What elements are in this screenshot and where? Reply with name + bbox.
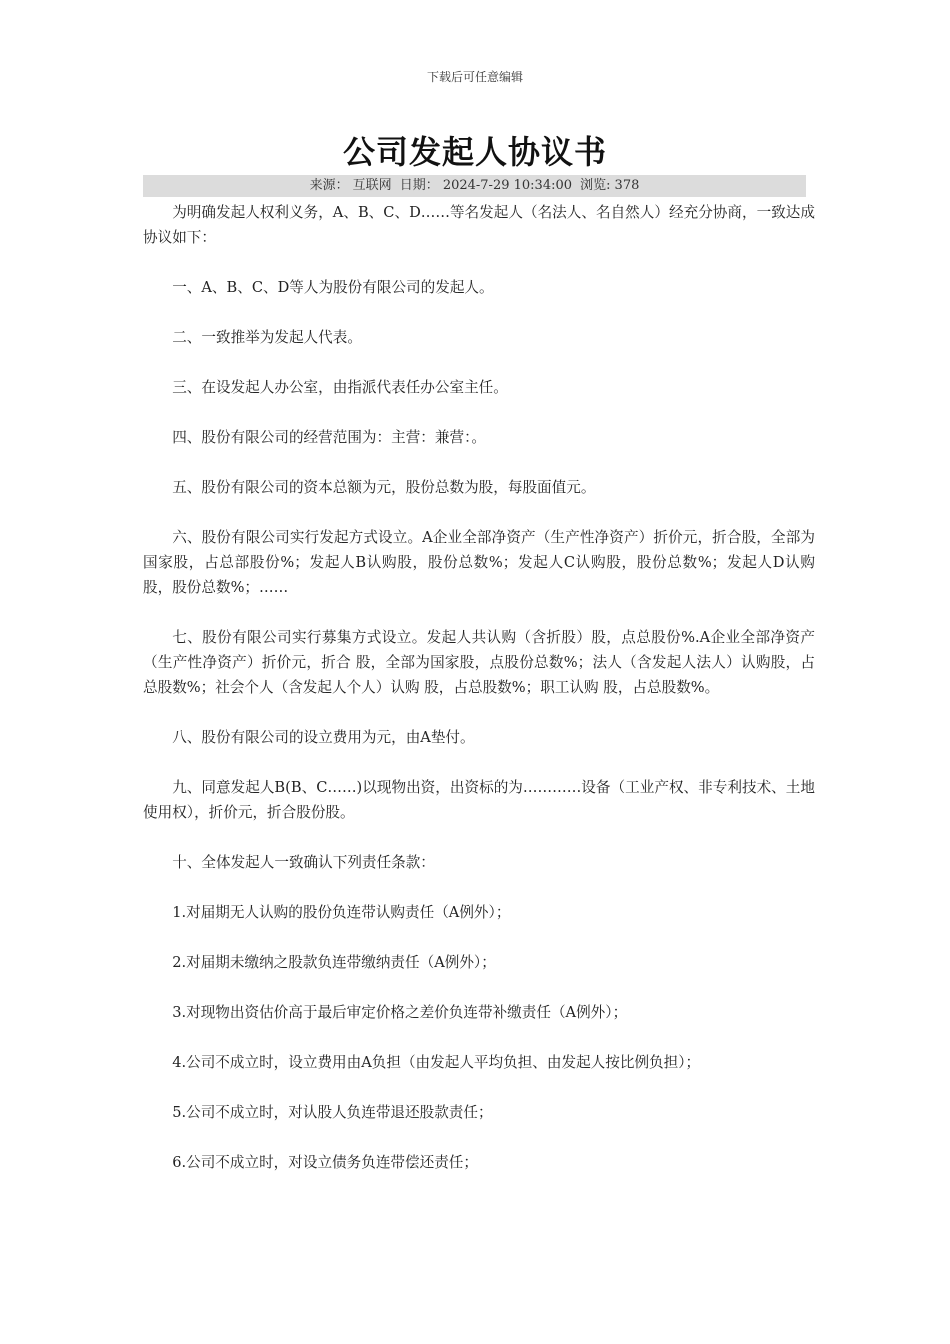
clause-7: 七、股份有限公司实行募集方式设立。发起人共认购（含折股）股，点总股份%.A企业全部净资产（生产性净资产）折价元，折合 股，全部为国家股，点股份总数%；法人（含发起人法人）认购股，占总股数%；社会个人（含发起人个人）认购 股，占总股数%；职工认购 股，占总股数%。 xyxy=(143,629,815,696)
document-body xyxy=(143,200,815,1175)
clause-10: 十、全体发起人一致确认下列责任条款： xyxy=(172,854,435,871)
header-note: 下载后可任意编辑 xyxy=(426,70,523,84)
clause-1: 一、A、B、C、D等人为股份有限公司的发起人。 xyxy=(172,279,494,296)
clause-9: 九、同意发起人B(B、C……)以现物出资，出资标的为…………设备（工业产权、非专利技术、土地使用权），折价元，折合股份股。 xyxy=(143,779,815,821)
clause-3: 三、在设发起人办公室，由指派代表任办公室主任。 xyxy=(172,379,508,396)
intro-paragraph: 为明确发起人权利义务，A、B、C、D……等名发起人（名法人、名自然人）经充分协商，一致达成协议如下： xyxy=(143,204,815,246)
source-value: 互联网 xyxy=(352,178,392,193)
document-title: 公司发起人协议书 xyxy=(342,133,607,171)
clause-4: 四、股份有限公司的经营范围为：主营：兼营：。 xyxy=(172,429,486,446)
meta-bar xyxy=(143,175,806,197)
liability-item-4: 4.公司不成立时，设立费用由A负担（由发起人平均负担、由发起人按比例负担）； xyxy=(172,1054,701,1071)
clause-2: 二、一致推举为发起人代表。 xyxy=(172,329,362,346)
liability-item-1: 1.对届期无人认购的股份负连带认购责任（A例外）； xyxy=(172,904,511,921)
clause-5: 五、股份有限公司的资本总额为元，股份总数为股，每股面值元。 xyxy=(172,479,596,496)
date-label: 日期： xyxy=(399,178,439,193)
views-label: 浏览: xyxy=(580,178,611,193)
source-label: 来源： xyxy=(309,178,349,193)
clause-8: 八、股份有限公司的设立费用为元，由A垫付。 xyxy=(172,729,475,746)
date-value: 2024-7-29 10:34:00 xyxy=(442,178,573,193)
views-value: 378 xyxy=(614,178,640,193)
liability-item-3: 3.对现物出资估价高于最后审定价格之差价负连带补缴责任（A例外）； xyxy=(172,1004,628,1021)
liability-item-6: 6.公司不成立时，对设立债务负连带偿还责任； xyxy=(172,1154,478,1171)
liability-item-5: 5.公司不成立时，对认股人负连带退还股款责任； xyxy=(172,1104,493,1121)
liability-item-2: 2.对届期未缴纳之股款负连带缴纳责任（A例外）； xyxy=(172,954,496,971)
clause-6: 六、股份有限公司实行发起方式设立。A企业全部净资产（生产性净资产）折价元，折合股，全部为国家股，占总部股份%；发起人B认购股，股份总数%；发起人C认购股，股份总数%；发起人D认购股，股份总数%；…… xyxy=(143,529,815,596)
